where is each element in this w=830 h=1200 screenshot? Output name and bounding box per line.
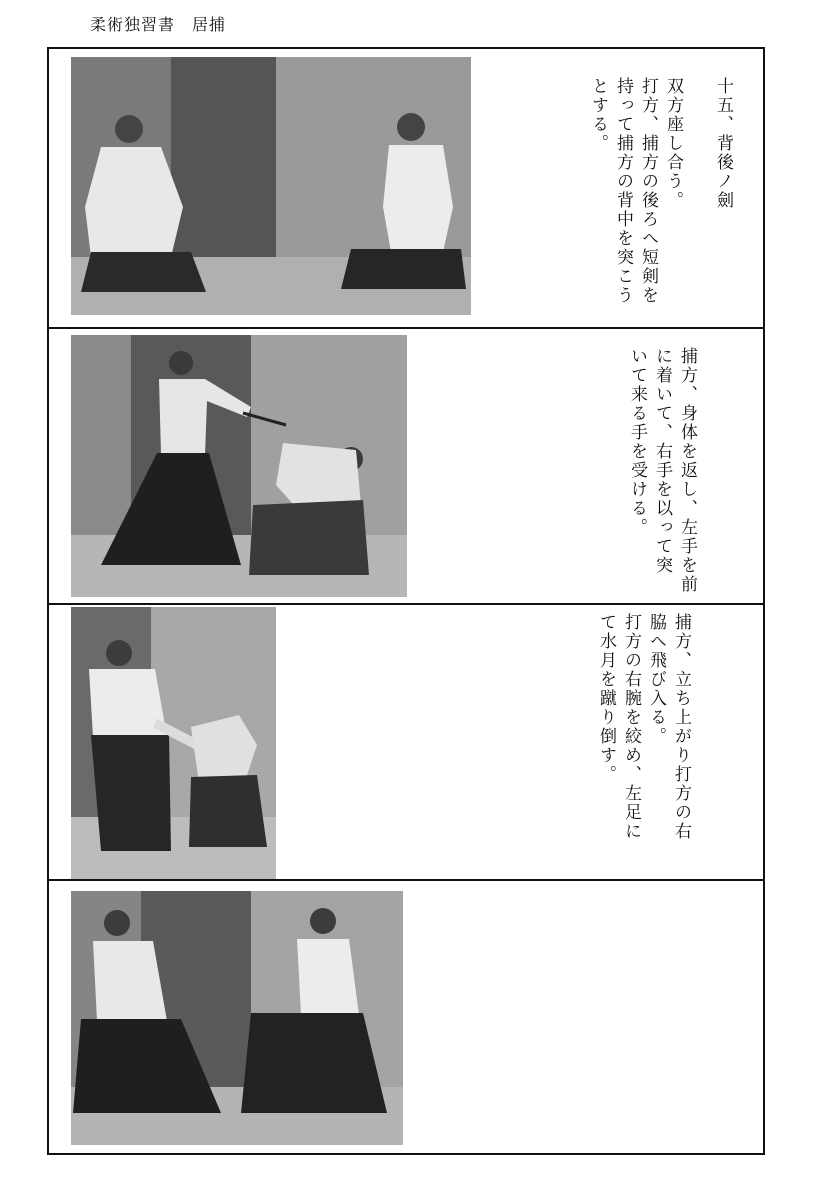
panel-1 [49, 49, 763, 327]
photo-arm-lock-kick [71, 607, 276, 879]
photo-final-seated [71, 891, 403, 1145]
panel-4 [49, 879, 763, 1153]
panel-2-text: 捕方、身体を返し、左手を前 に着いて、右手を以って突 いて来る手を受ける。 [627, 347, 697, 594]
panel-1-text: 十五、背後ノ劍 双方座し合う。 打方、捕方の後ろへ短剣を 持って捕方の背中を突こう とする。 [588, 77, 733, 305]
photo-seated-facing [71, 57, 471, 315]
panel-2 [49, 327, 763, 603]
panel-3-text: 捕方、立ち上がり打方の右 脇へ飛び入る。 打方の右腕を絞め、左足に て水月を蹴り倒す。 [596, 613, 691, 841]
photo-parry-thrust [71, 335, 407, 597]
document-header: 柔術独習書 居捕 [90, 15, 227, 34]
technique-table [47, 47, 765, 1155]
panel-3 [49, 603, 763, 879]
